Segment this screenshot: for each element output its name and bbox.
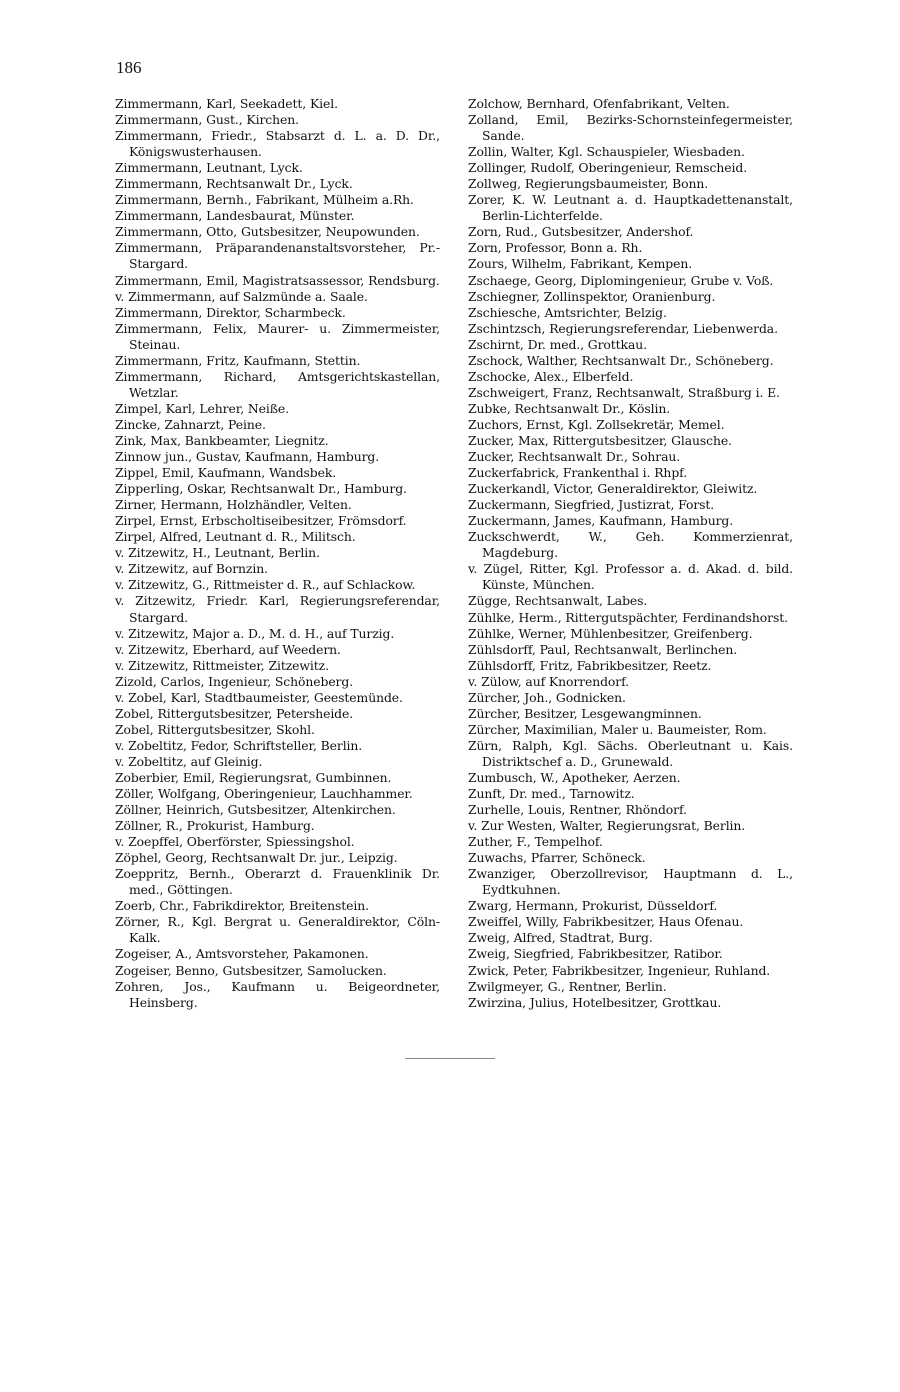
directory-entry: Zoerb, Chr., Fabrikdirektor, Breitenstein.: [115, 898, 369, 914]
directory-entry: v. Zitzewitz, Major a. D., M. d. H., auf Turzig.: [115, 625, 395, 641]
directory-entry: Zunft, Dr. med., Tarnowitz.: [468, 786, 635, 802]
directory-entry: v. Zitzewitz, Friedr. Karl, Regierungsreferendar, Stargard.: [115, 593, 440, 625]
directory-entry: Zuckerfabrick, Frankenthal i. Rhpf.: [468, 465, 688, 481]
directory-entry: Zogeiser, A., Amtsvorsteher, Pakamonen.: [115, 946, 369, 962]
directory-entry: Zürcher, Maximilian, Maler u. Baumeister, Rom.: [468, 721, 767, 737]
directory-entry: Zimmermann, Bernh., Fabrikant, Mülheim a.Rh.: [115, 192, 414, 208]
directory-entry: v. Zitzewitz, Rittmeister, Zitzewitz.: [115, 657, 329, 673]
directory-entry: Zorer, K. W. Leutnant a. d. Hauptkadettenanstalt, Berlin-Lichterfelde.: [468, 192, 793, 224]
directory-entry: Zuckermann, Siegfried, Justizrat, Forst.: [468, 497, 715, 513]
directory-entry: Zipperling, Oskar, Rechtsanwalt Dr., Hamburg.: [115, 481, 407, 497]
directory-entry: Zurhelle, Louis, Rentner, Rhöndorf.: [468, 802, 687, 818]
directory-entry: Zumbusch, W., Apotheker, Aerzen.: [468, 769, 681, 785]
directory-entry: v. Zitzewitz, G., Rittmeister d. R., auf Schlackow.: [115, 577, 416, 593]
directory-entry: Zimmermann, Fritz, Kaufmann, Stettin.: [115, 352, 361, 368]
directory-entry: Zimmermann, Direktor, Scharmbeck.: [115, 304, 346, 320]
directory-entry: Zörner, R., Kgl. Bergrat u. Generaldirektor, Cöln-Kalk.: [115, 914, 440, 946]
directory-entry: Zwilgmeyer, G., Rentner, Berlin.: [468, 978, 667, 994]
directory-entry: Zucker, Max, Rittergutsbesitzer, Glausche.: [468, 432, 732, 448]
directory-entry: Zirpel, Ernst, Erbscholtiseibesitzer, Frömsdorf.: [115, 513, 407, 529]
directory-entry: Zuckschwerdt, W., Geh. Kommerzienrat, Magdeburg.: [468, 529, 793, 561]
directory-entry: Zincke, Zahnarzt, Peine.: [115, 416, 266, 432]
directory-entry: Zwick, Peter, Fabrikbesitzer, Ingenieur, Ruhland.: [468, 962, 771, 978]
directory-entry: Zuckerkandl, Victor, Generaldirektor, Gleiwitz.: [468, 481, 758, 497]
directory-entry: v. Zobeltitz, Fedor, Schriftsteller, Berlin.: [115, 737, 363, 753]
directory-entry: Zubke, Rechtsanwalt Dr., Köslin.: [468, 400, 671, 416]
directory-entry: Zschaege, Georg, Diplomingenieur, Grube v. Voß.: [468, 272, 774, 288]
directory-entry: Zweig, Alfred, Stadtrat, Burg.: [468, 930, 653, 946]
directory-entry: Zühlsdorff, Paul, Rechtsanwalt, Berlinchen.: [468, 641, 738, 657]
directory-entry: v. Zobel, Karl, Stadtbaumeister, Geestemünde.: [115, 689, 403, 705]
page-number: 186: [116, 58, 142, 77]
directory-entry: Zimmermann, Gust., Kirchen.: [115, 112, 299, 128]
directory-entry: Zizold, Carlos, Ingenieur, Schöneberg.: [115, 673, 354, 689]
directory-entry: Zimmermann, Friedr., Stabsarzt d. L. a. D. Dr., Königswusterhausen.: [115, 128, 440, 160]
end-divider: [405, 1058, 495, 1059]
directory-entry: Zohren, Jos., Kaufmann u. Beigeordneter, Heinsberg.: [115, 978, 440, 1010]
directory-entry: Zollin, Walter, Kgl. Schauspieler, Wiesbaden.: [468, 144, 745, 160]
directory-entry: Zinnow jun., Gustav, Kaufmann, Hamburg.: [115, 449, 380, 465]
directory-entry: Zours, Wilhelm, Fabrikant, Kempen.: [468, 256, 693, 272]
directory-entry: Zügge, Rechtsanwalt, Labes.: [468, 593, 648, 609]
directory-entry: Zimmermann, Felix, Maurer- u. Zimmermeister, Steinau.: [115, 320, 440, 352]
directory-entry: Zoeppritz, Bernh., Oberarzt d. Frauenklinik Dr. med., Göttingen.: [115, 866, 440, 898]
directory-entry: Zühlke, Werner, Mühlenbesitzer, Greifenberg.: [468, 625, 753, 641]
directory-entry: v. Zoepffel, Oberförster, Spiessingshol.: [115, 834, 355, 850]
directory-entry: Zuwachs, Pfarrer, Schöneck.: [468, 850, 646, 866]
directory-entry: Zimmermann, Otto, Gutsbesitzer, Neupowunden.: [115, 224, 420, 240]
directory-entry: Zöllner, Heinrich, Gutsbesitzer, Altenkirchen.: [115, 802, 396, 818]
directory-entry: Zollinger, Rudolf, Oberingenieur, Remscheid.: [468, 160, 748, 176]
directory-entry: Zschocke, Alex., Elberfeld.: [468, 368, 634, 384]
directory-entry: Zöphel, Georg, Rechtsanwalt Dr. jur., Leipzig.: [115, 850, 398, 866]
directory-entry: Zirpel, Alfred, Leutnant d. R., Militsch.: [115, 529, 356, 545]
directory-entry: Zuckermann, James, Kaufmann, Hamburg.: [468, 513, 734, 529]
directory-entry: Zühlke, Herm., Rittergutspächter, Ferdinandshorst.: [468, 609, 788, 625]
directory-entry: v. Zimmermann, auf Salzmünde a. Saale.: [115, 288, 368, 304]
directory-entry: Zoberbier, Emil, Regierungsrat, Gumbinnen.: [115, 769, 392, 785]
directory-entry: Zürcher, Joh., Godnicken.: [468, 689, 626, 705]
directory-entry: Zweig, Siegfried, Fabrikbesitzer, Ratibor.: [468, 946, 723, 962]
directory-entry: Zucker, Rechtsanwalt Dr., Sohrau.: [468, 449, 681, 465]
directory-entry: Zobel, Rittergutsbesitzer, Skohl.: [115, 721, 315, 737]
directory-entry: Zuther, F., Tempelhof.: [468, 834, 603, 850]
directory-entry: Zschiesche, Amtsrichter, Belzig.: [468, 304, 667, 320]
directory-entry: Zimmermann, Karl, Seekadett, Kiel.: [115, 96, 338, 111]
directory-entry: Zimmermann, Präparandenanstaltsvorsteher, Pr.-Stargard.: [115, 240, 440, 272]
directory-entry: Zschock, Walther, Rechtsanwalt Dr., Schöneberg.: [468, 352, 774, 368]
directory-entry: v. Zitzewitz, H., Leutnant, Berlin.: [115, 545, 320, 561]
directory-entry: Zürn, Ralph, Kgl. Sächs. Oberleutnant u. Kais. Distriktschef a. D., Grunewald.: [468, 737, 793, 769]
left-column: [115, 96, 440, 1011]
directory-entry: Zöller, Wolfgang, Oberingenieur, Lauchhammer.: [115, 786, 413, 802]
directory-entry: Zimmermann, Leutnant, Lyck.: [115, 160, 303, 176]
directory-entry: Zolchow, Bernhard, Ofenfabrikant, Velten.: [468, 96, 730, 111]
directory-entry: Zuchors, Ernst, Kgl. Zollsekretär, Memel.: [468, 416, 725, 432]
directory-entry: Zwirzina, Julius, Hotelbesitzer, Grottkau.: [468, 994, 722, 1010]
directory-entry: Zolland, Emil, Bezirks-Schornsteinfegermeister, Sande.: [468, 112, 793, 144]
directory-entry: Zogeiser, Benno, Gutsbesitzer, Samolucken.: [115, 962, 387, 978]
directory-entry: Zimmermann, Richard, Amtsgerichtskastellan, Wetzlar.: [115, 368, 440, 400]
directory-entry: Zschintzsch, Regierungsreferendar, Liebenwerda.: [468, 320, 778, 336]
directory-entry: Zschweigert, Franz, Rechtsanwalt, Straßburg i. E.: [468, 384, 780, 400]
directory-entry: Zimmermann, Landesbaurat, Münster.: [115, 208, 355, 224]
directory-entry: Zwanziger, Oberzollrevisor, Hauptmann d. L., Eydtkuhnen.: [468, 866, 793, 898]
directory-entry: Zühlsdorff, Fritz, Fabrikbesitzer, Reetz.: [468, 657, 712, 673]
directory-entry: Zürcher, Besitzer, Lesgewangminnen.: [468, 705, 702, 721]
directory-entry: v. Zügel, Ritter, Kgl. Professor a. d. Akad. d. bild. Künste, München.: [468, 561, 793, 593]
directory-entry: Zimmermann, Emil, Magistratsassessor, Rendsburg.: [115, 272, 440, 288]
right-column: [468, 96, 793, 1011]
directory-entry: Zweiffel, Willy, Fabrikbesitzer, Haus Ofenau.: [468, 914, 744, 930]
directory-entry: v. Zobeltitz, auf Gleinig.: [115, 753, 263, 769]
directory-entry: Zwarg, Hermann, Prokurist, Düsseldorf.: [468, 898, 718, 914]
directory-entry: Zollweg, Regierungsbaumeister, Bonn.: [468, 176, 709, 192]
directory-entry: Zobel, Rittergutsbesitzer, Petersheide.: [115, 705, 354, 721]
directory-entry: Zippel, Emil, Kaufmann, Wandsbek.: [115, 465, 337, 481]
directory-entry: Zorn, Rud., Gutsbesitzer, Andershof.: [468, 224, 694, 240]
directory-entry: Zschirnt, Dr. med., Grottkau.: [468, 336, 647, 352]
directory-entry: Zirner, Hermann, Holzhändler, Velten.: [115, 497, 352, 513]
directory-entry: Zink, Max, Bankbeamter, Liegnitz.: [115, 432, 329, 448]
directory-entry: Zimmermann, Rechtsanwalt Dr., Lyck.: [115, 176, 353, 192]
directory-entry: v. Zitzewitz, auf Bornzin.: [115, 561, 268, 577]
directory-entry: Zschiegner, Zollinspektor, Oranienburg.: [468, 288, 716, 304]
directory-entry: Zorn, Professor, Bonn a. Rh.: [468, 240, 643, 256]
directory-entry: v. Zülow, auf Knorrendorf.: [468, 673, 629, 689]
directory-entry: Zöllner, R., Prokurist, Hamburg.: [115, 818, 315, 834]
directory-entry: Zimpel, Karl, Lehrer, Neiße.: [115, 400, 289, 416]
directory-entry: v. Zitzewitz, Eberhard, auf Weedern.: [115, 641, 341, 657]
directory-entry: v. Zur Westen, Walter, Regierungsrat, Berlin.: [468, 818, 746, 834]
